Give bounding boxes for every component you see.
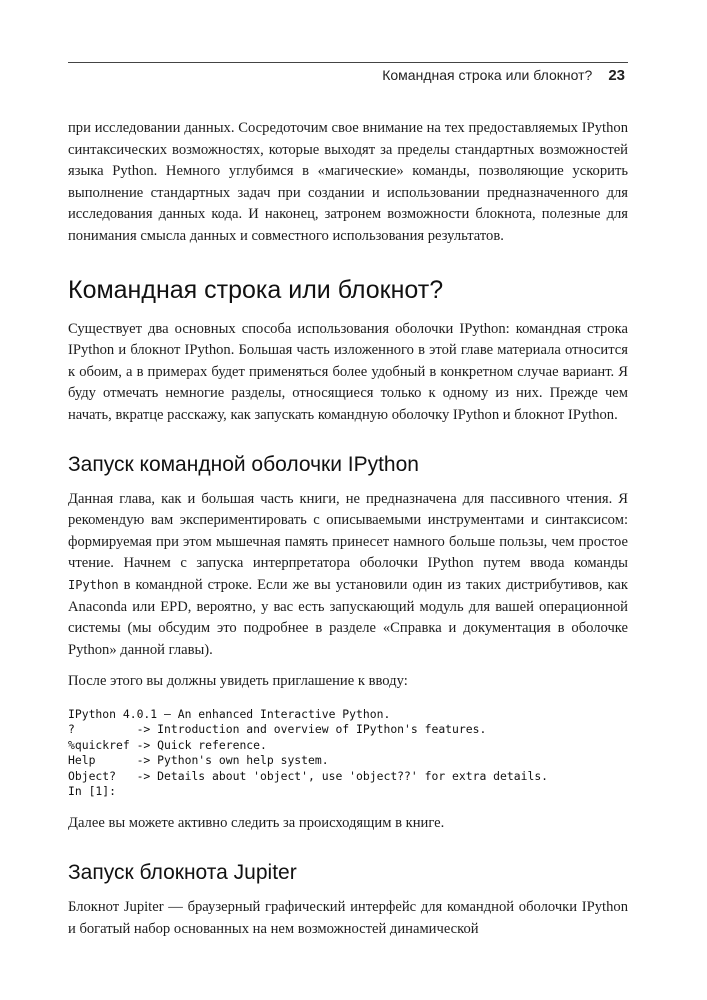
- section-heading-launch-shell: Запуск командной оболочки IPython: [68, 452, 419, 476]
- page-number: 23: [608, 67, 625, 84]
- running-title: Командная строка или блокнот?: [382, 67, 593, 83]
- code-block: [68, 707, 628, 799]
- code-line: IPython 4.0.1 – An enhanced Interactive Python.: [68, 706, 391, 721]
- inline-code: IPython: [68, 577, 119, 592]
- running-head: [382, 67, 625, 84]
- code-line: %quickref -> Quick reference.: [68, 737, 267, 752]
- code-line: ? -> Introduction and overview of IPython's features.: [68, 722, 487, 737]
- section2-paragraph2: После этого вы должны увидеть приглашение к вводу:: [68, 673, 408, 690]
- intro-paragraph: при исследовании данных. Сосредоточим свое внимание на тех предоставляемых IPython синтаксических возможностях, которые выходят за пределы стандартных возможностей языка Python. Немного углубимся в «магические» команды, позволяющие ускорить выполнение стандартных задач при создании и использовании предназначенного для исследования данных кода. И наконец, затронем возможности блокнота, полезные для понимания смысла данных и совместного использования результатов.: [68, 120, 628, 244]
- section-heading-cli-or-notebook: Командная строка или блокнот?: [68, 275, 444, 304]
- section2-paragraph1: [68, 489, 628, 662]
- section-heading-launch-notebook: Запуск блокнота Jupiter: [68, 860, 297, 884]
- code-line: Object? -> Details about 'object', use 'object??' for extra details.: [68, 768, 549, 783]
- paragraph-text: Данная глава, как и большая часть книги, не предназначена для пассивного чтения. Я рекомендую вам экспериментировать с описываемыми инструментами и синтаксисом: формируемая при этом мышечная память принесет намного больше пользы, чем простое чтение. Начнем с запуска интерпретатора оболочки IPython путем ввода команды: [68, 490, 628, 572]
- code-line: Help -> Python's own help system.: [68, 753, 329, 768]
- section3-paragraph: Блокнот Jupiter — браузерный графический интерфейс для командной оболочки IPython и богатый набор основанных на нем возможностей динамической: [68, 898, 628, 937]
- page-body: [68, 118, 628, 950]
- code-line: In [1]:: [68, 783, 117, 798]
- section2-paragraph3: Далее вы можете активно следить за происходящим в книге.: [68, 815, 445, 832]
- paragraph-text: в командной строке. Если же вы установили один из таких дистрибутивов, как Anaconda или EPD, вероятно, у вас есть запускающий модуль для вашей операционной системы (мы обсудим это подробнее в разделе «Справка и документация в оболочке Python» данной главы).: [68, 576, 628, 658]
- section1-paragraph: Существует два основных способа использования оболочки IPython: командная строка IPython и блокнот IPython. Большая часть изложенного в этой главе материала относится к обоим, а в примерах будет применяться более удобный в конкретном случае вариант. Я буду отмечать немногие разделы, относящиеся только к одному из них. Прежде чем начать, вкратце расскажу, как запускать командную оболочку IPython и блокнот IPython.: [68, 320, 628, 423]
- header-rule: [68, 62, 628, 63]
